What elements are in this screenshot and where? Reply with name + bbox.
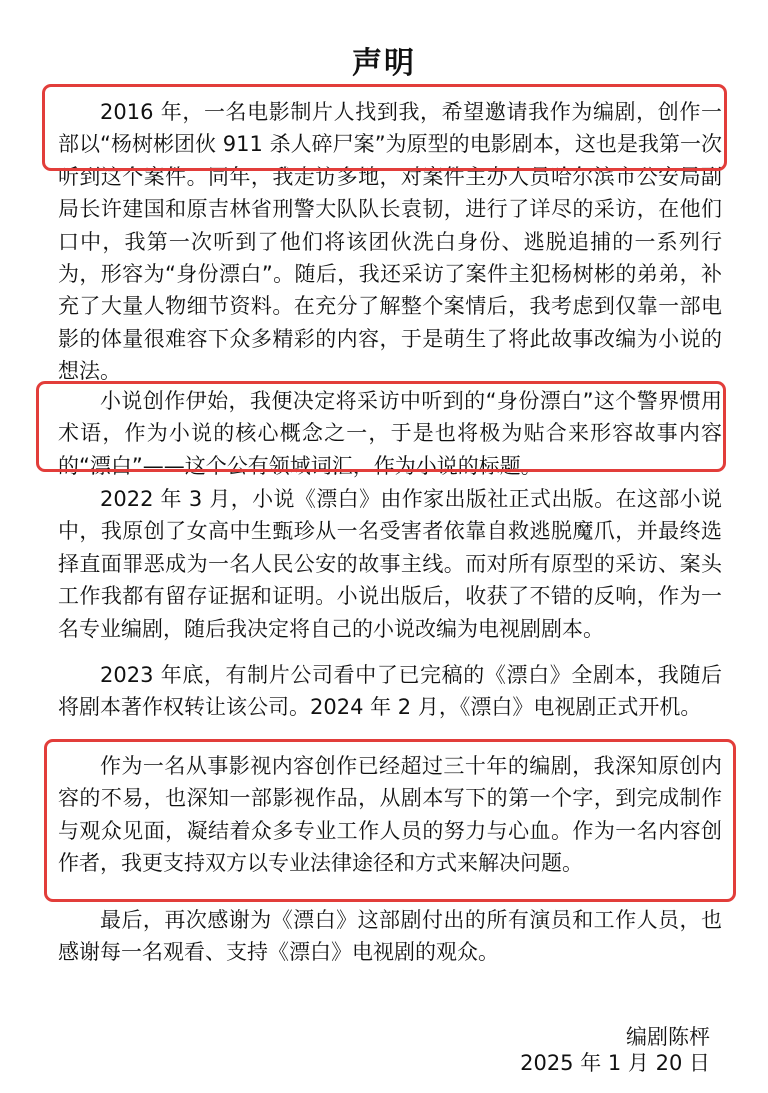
paragraph-5: 作为一名从事影视内容创作已经超过三十年的编剧，我深知原创内容的不易，也深知一部影视作品，从剧本写下的第一个字，到完成制作与观众见面，凝结着众多专业工作人员的努力与心血。作为一名内容创作者，我更支持双方以专业法律途径和方式来解决问题。 <box>58 754 722 876</box>
signature-date: 2025 年 1 月 20 日 <box>520 1051 710 1075</box>
signature-author: 编剧陈枰 <box>626 1025 710 1049</box>
paragraph-6: 最后，再次感谢为《漂白》这部剧付出的所有演员和工作人员，也感谢每一名观看、支持《漂白》电视剧的观众。 <box>58 908 722 965</box>
paragraph-3: 2022 年 3 月，小说《漂白》由作家出版社正式出版。在这部小说中，我原创了女高中生甄珍从一名受害者依靠自救逃脱魔爪，并最终选择直面罪恶成为一名人民公安的故事主线。而对所有原型的采访、案头工作我都有留存证据和证明。小说出版后，收获了不错的反响，作为一名专业编剧，随后我决定将自己的小说改编为电视剧剧本。 <box>58 487 722 641</box>
statement-title: 声明 <box>352 46 416 81</box>
paragraph-1: 2016 年，一名电影制片人找到我，希望邀请我作为编剧，创作一部以“杨树彬团伙 911 杀人碎尸案”为原型的电影剧本，这也是我第一次听到这个案件。同年，我走访多地，对案件主办人员哈尔滨市公安局副局长许建国和原吉林省刑警大队队长袁韧，进行了详尽的采访，在他们口中，我第一次听到了他们将该团伙洗白身份、逃脱追捕的一系列行为，形容为“身份漂白”。随后，我还采访了案件主犯杨树彬的弟弟，补充了大量人物细节资料。在充分了解整个案情后，我考虑到仅靠一部电影的体量很难容下众多精彩的内容，于是萌生了将此故事改编为小说的想法。 <box>58 100 722 384</box>
highlight-box-1 <box>42 84 727 171</box>
highlight-box-3 <box>44 739 736 902</box>
highlight-box-2 <box>36 381 726 472</box>
paragraph-2: 小说创作伊始，我便决定将采访中听到的“身份漂白”这个警界惯用术语，作为小说的核心概念之一，于是也将极为贴合来形容故事内容的“漂白”——这个公有领域词汇，作为小说的标题。 <box>58 389 722 478</box>
paragraph-4: 2023 年底，有制片公司看中了已完稿的《漂白》全剧本，我随后将剧本著作权转让该公司。2024 年 2 月，《漂白》电视剧正式开机。 <box>58 663 722 720</box>
